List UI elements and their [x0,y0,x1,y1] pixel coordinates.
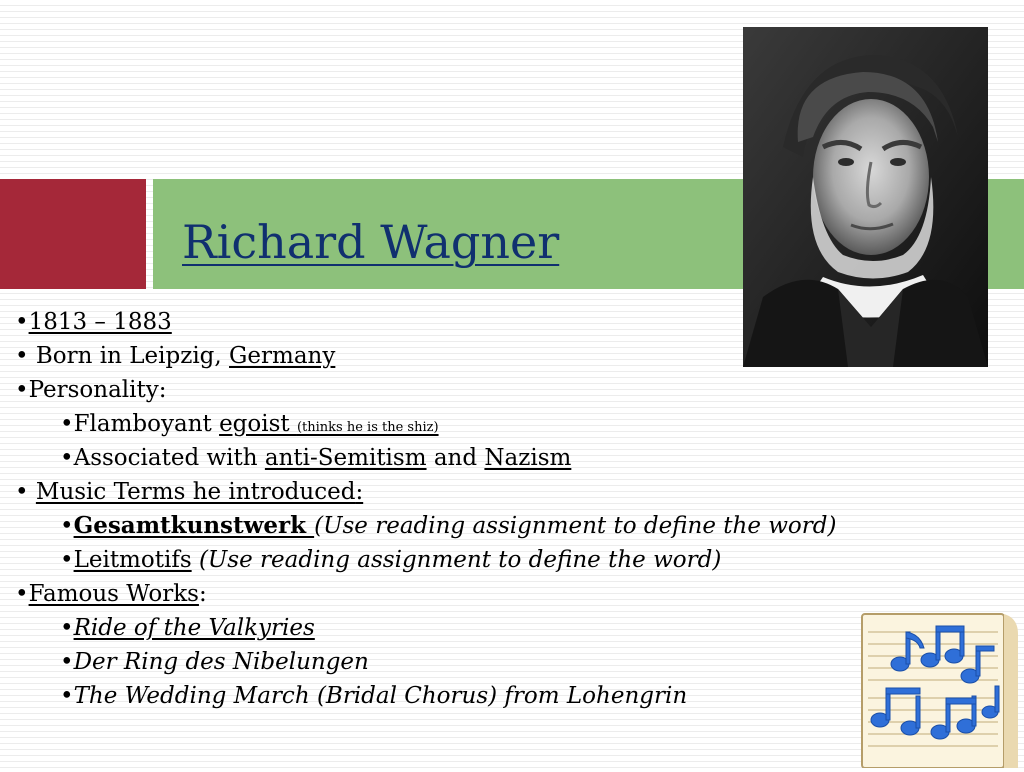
germany-link[interactable]: Germany [229,343,336,369]
title-red-accent [0,179,146,289]
associated-text: Associated with [73,445,265,471]
slide-title[interactable]: Richard Wagner [182,215,560,269]
colon-text: : [198,581,207,607]
gesamtkunstwerk-note: (Use reading assignment to define the word) [314,513,837,539]
music-notes-icon [858,608,1024,768]
egoist-link-label: egoist [219,411,297,437]
spacer-text [29,479,36,505]
bullet: • [60,445,74,471]
list-item-years [15,305,915,339]
list-item-birthplace [15,339,915,373]
slide-body [15,305,915,713]
personality-heading: Personality: [28,377,167,403]
bullet: • [60,649,74,675]
bullet: • [60,615,74,641]
bullet: • [15,309,29,335]
egoist-link[interactable] [219,411,439,437]
music-terms-link[interactable]: Music Terms he introduced [35,479,356,505]
wedding-march-text: The Wedding March (Bridal Chorus) from Lohengrin [73,683,688,709]
list-item-valkyries [15,611,915,645]
list-item-gesamtkunstwerk [15,509,915,543]
leitmotifs-note: (Use reading assignment to define the word) [191,547,722,573]
valkyries-link[interactable]: Ride of the Valkyries [73,615,315,641]
leitmotifs-link[interactable]: Leitmotifs [73,547,192,573]
list-item-ring [15,645,915,679]
bullet: • [60,411,74,437]
list-item-associations [15,441,915,475]
bullet: • [15,343,29,369]
years-text: 1813 – 1883 [28,309,172,335]
list-item-famous-works [15,577,915,611]
gesamtkunstwerk-link[interactable]: Gesamtkunstwerk [73,512,315,539]
ring-text: Der Ring des Nibelungen [73,649,369,675]
egoist-note: (thinks he is the shiz) [296,420,439,435]
birthplace-text: Born in Leipzig, [28,343,230,369]
bullet: • [60,683,74,709]
colon-text: : [355,479,364,505]
nazism-link[interactable]: Nazism [484,445,572,471]
list-item-personality [15,373,915,407]
bullet: • [15,479,29,505]
list-item-egoist [15,407,915,441]
bullet: • [15,581,29,607]
list-item-wedding-march [15,679,915,713]
bullet: • [60,513,74,539]
bullet: • [60,547,74,573]
and-text: and [426,445,485,471]
list-item-leitmotifs [15,543,915,577]
flamboyant-text: Flamboyant [73,411,220,437]
bullet: • [15,377,29,403]
list-item-music-terms [15,475,915,509]
anti-semitism-link[interactable]: anti-Semitism [264,445,427,471]
famous-works-link[interactable]: Famous Works [28,581,199,607]
